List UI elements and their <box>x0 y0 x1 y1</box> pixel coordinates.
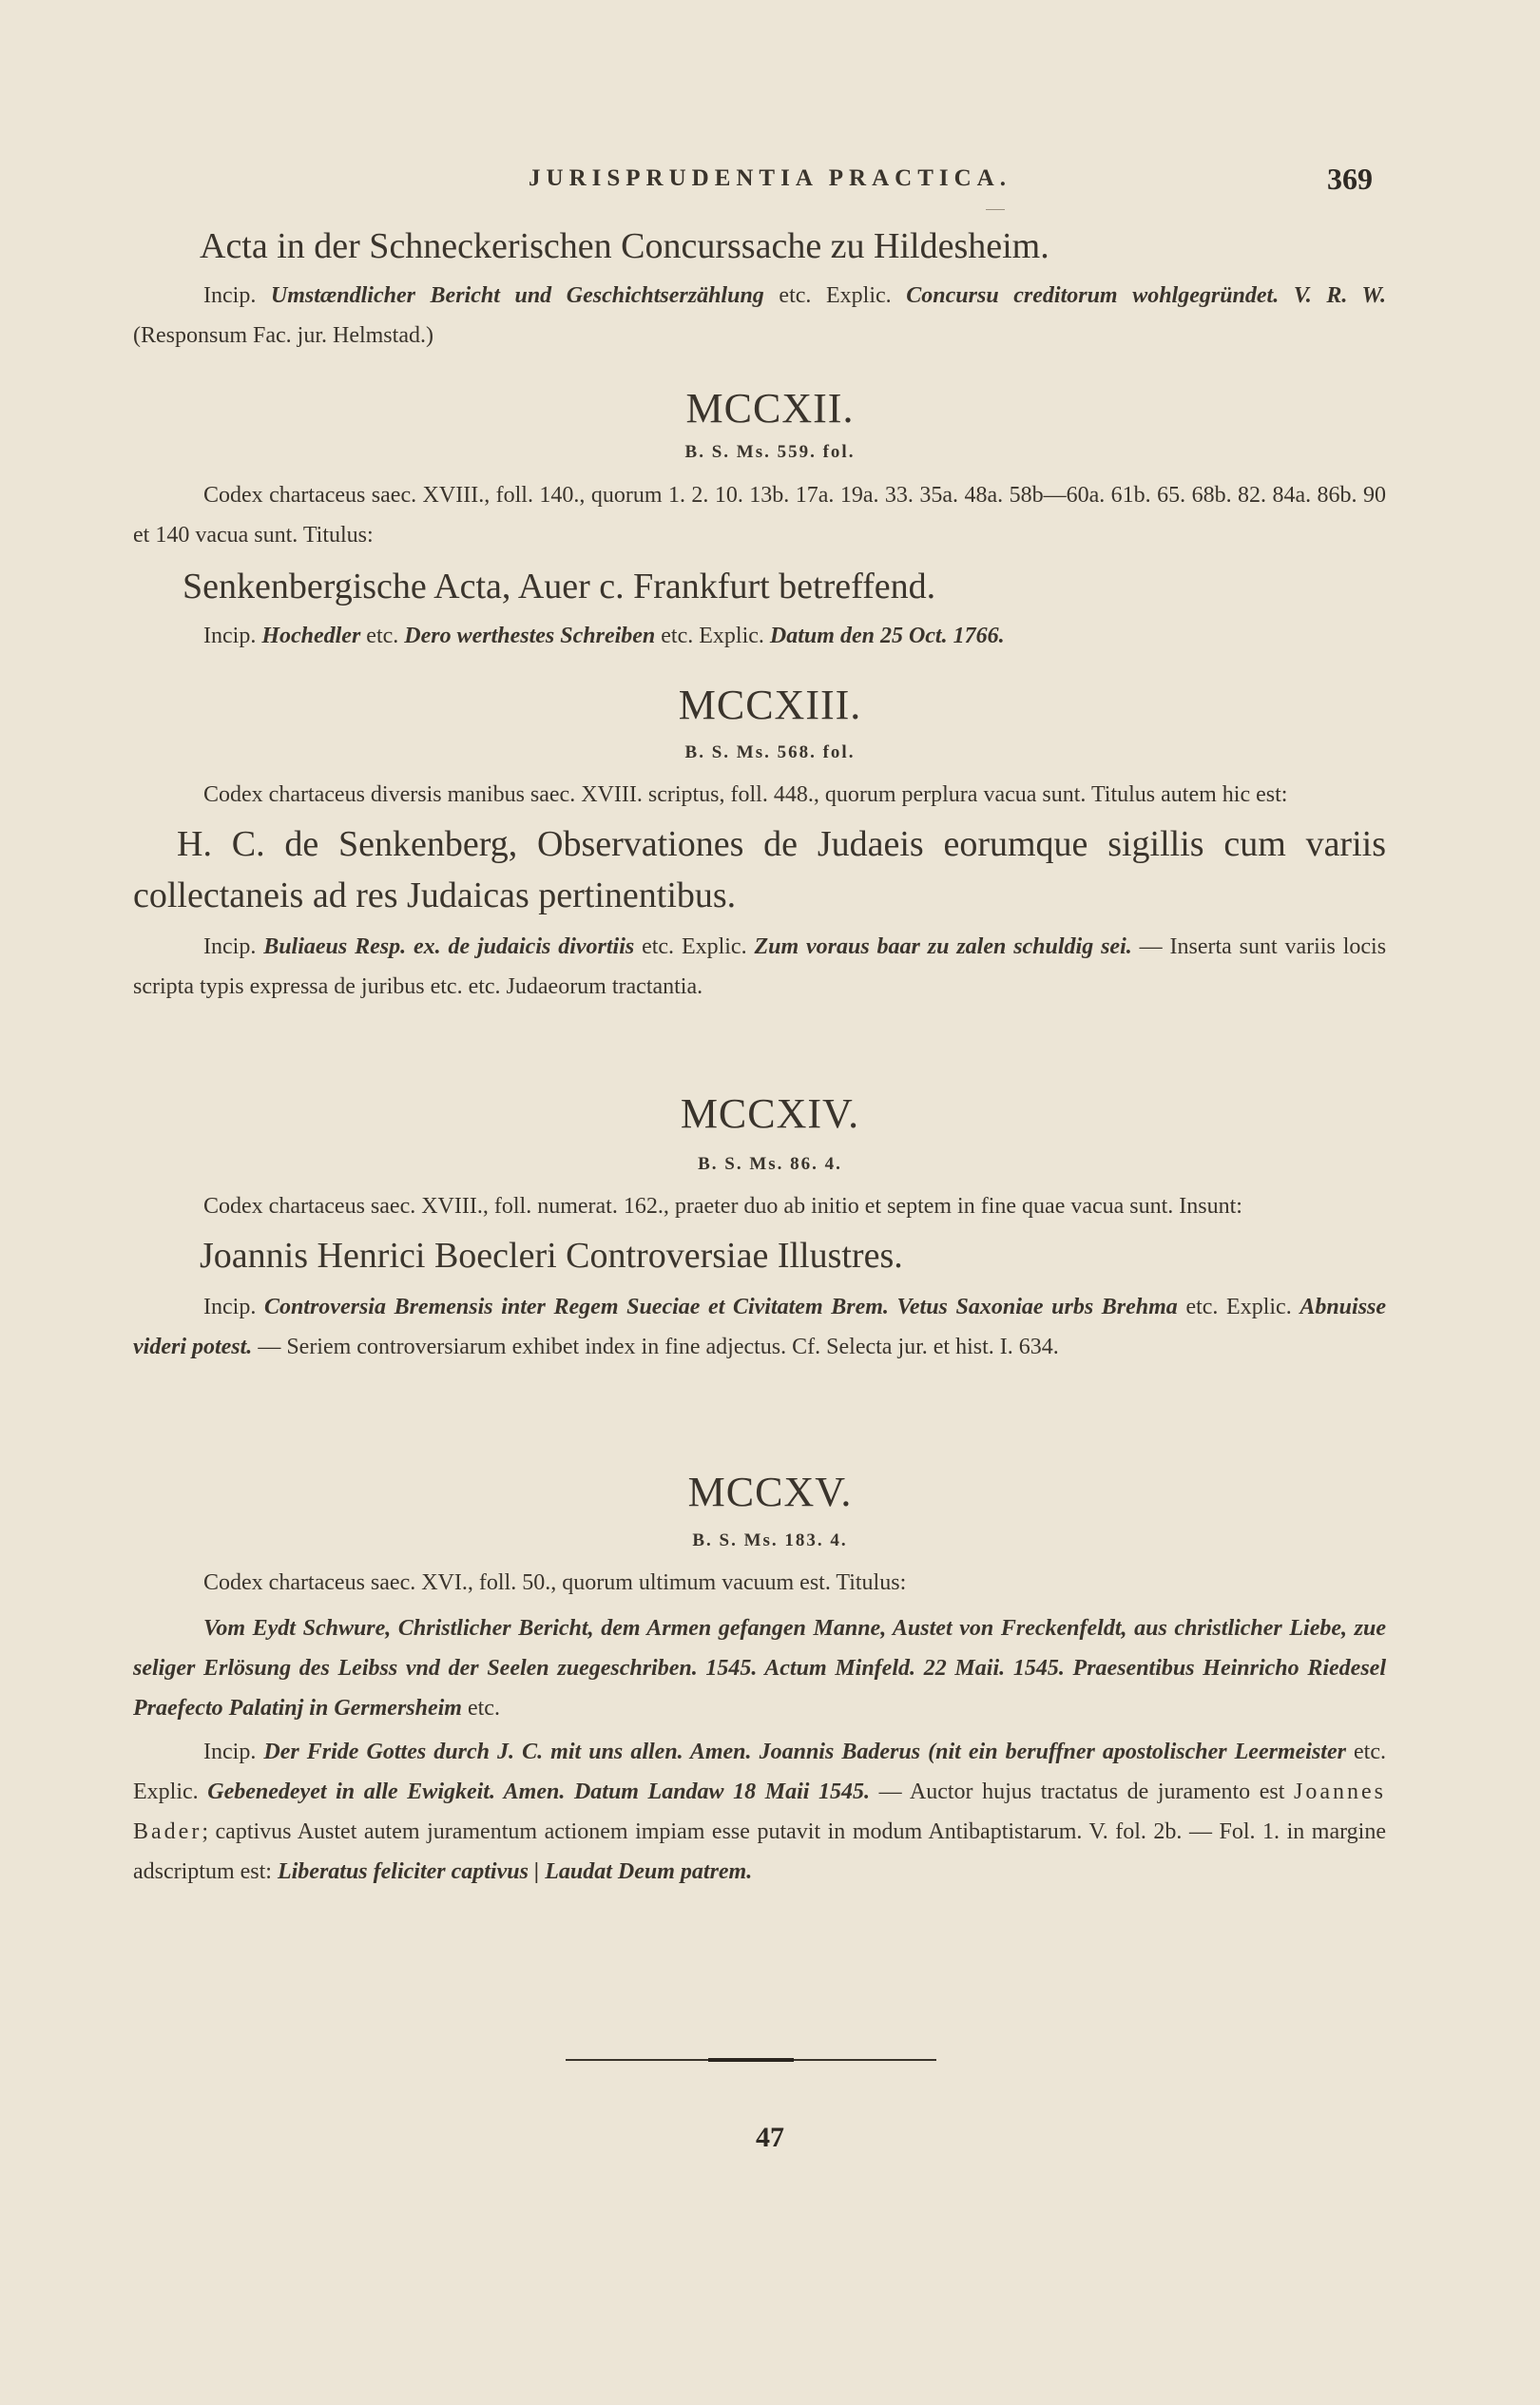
author-name: Joannes Bader <box>133 1780 1386 1844</box>
shelfmark: B. S. Ms. 183. 4. <box>692 1530 848 1550</box>
entry-description: Codex chartaceus diversis manibus saec. XVIII. scriptus, foll. 448., quorum perplura vacua sunt. Titulus autem hic est: <box>203 782 1288 807</box>
entry-1212 <box>133 475 1386 656</box>
entry-number: MCCXII. <box>685 385 855 432</box>
running-head <box>0 162 1540 200</box>
entry-number: MCCXIV. <box>680 1090 860 1137</box>
end-rule <box>566 2059 936 2061</box>
entry-number: MCCXIII. <box>678 682 862 728</box>
shelfmark: B. S. Ms. 568. fol. <box>684 742 856 762</box>
entry-title: Senkenbergische Acta, Auer c. Frankfurt betreffend. <box>183 567 936 606</box>
page-number: 369 <box>1327 162 1373 196</box>
entry-description: Codex chartaceus saec. XVI., foll. 50., quorum ultimum vacuum est. Titulus: <box>203 1570 907 1595</box>
incip-label: Incip. <box>203 283 257 308</box>
entry-prev <box>133 221 1386 356</box>
entry-title: Joannis Henrici Boecleri Controversiae Illustres. <box>200 1236 903 1276</box>
etc: etc. <box>779 283 812 308</box>
header-tick <box>986 209 1005 210</box>
entry-1214 <box>133 1186 1386 1367</box>
entry-title: H. C. de Senkenberg, Observationes de Judaeis eorumque sigillis cum variis collectaneis ad res Judaicas pertinentibus. <box>133 824 1386 915</box>
note: (Responsum Fac. jur. Helmstad.) <box>133 323 433 348</box>
entry-description: Codex chartaceus saec. XVIII., foll. numerat. 162., praeter duo ab initio et septem in fine quae vacua sunt. Insunt: <box>203 1194 1242 1219</box>
entry-description: Codex chartaceus saec. XVIII., foll. 140., quorum 1. 2. 10. 13b. 17a. 19a. 33. 35a. 48a. 58b—60a. 61b. 65. 68b. 82. 84a. 86b. 90 et 140 vacua sunt. Titulus: <box>133 483 1386 548</box>
entry-italic-title: Vom Eydt Schwure, Christlicher Bericht, dem Armen gefangen Manne, Austet von Freckenfeldt, aus christlicher Liebe, zue seliger Erlösung des Leibss vnd der Seelen zuegeschriben. 1545. Actum Minfeld. 22 Maii. 1545. Praesentibus Heinricho Riedesel Praefecto Palatinj in Germersheim etc. <box>133 1616 1386 1721</box>
entry-incipit: Incip. Hochedler etc. Dero werthestes Schreiben etc. Explic. Datum den 25 Oct. 1766. <box>203 624 1005 648</box>
entry-incipit: Incip. Buliaeus Resp. ex. de judaicis divortiis etc. Explic. Zum voraus baar zu zalen schuldig sei. — Inserta sunt variis locis scripta typis expressa de juribus etc. etc. Judaeorum tractantia. <box>133 934 1387 999</box>
entry-1215 <box>133 1563 1386 1892</box>
entry-1213 <box>133 775 1386 1007</box>
entry-prev-title: Acta in der Schneckerischen Concurssache zu Hildesheim. <box>200 226 1049 266</box>
running-title: JURISPRUDENTIA PRACTICA. <box>529 165 1011 191</box>
explic-text: Concursu creditorum wohlgegründet. V. R. W. <box>906 283 1387 308</box>
explic-label: Explic. <box>826 283 892 308</box>
entry-number: MCCXV. <box>687 1469 853 1515</box>
entry-incipit: Incip. Controversia Bremensis inter Regem Sueciae et Civitatem Brem. Vetus Saxoniae urbs Brehma etc. Explic. Abnuisse videri potest. — Seriem controversiarum exhibet index in fine adjectus. Cf. Selecta jur. et hist. I. 634. <box>133 1295 1387 1359</box>
signature-mark: 47 <box>756 2122 784 2153</box>
entry-prev-incipit <box>133 276 1386 356</box>
shelfmark: B. S. Ms. 86. 4. <box>698 1154 842 1174</box>
entry-incipit: Incip. Der Fride Gottes durch J. C. mit uns allen. Amen. Joannis Baderus (nit ein beruffner apostolischer Leermeister etc. Explic. Gebenedeyet in alle Ewigkeit. Amen. Datum Landaw 18 Maii 1545. — Auctor hujus tractatus de juramento est Joannes Bader; captivus Austet autem juramentum actionem impiam esse putavit in modum Antibaptistarum. V. fol. 2b. — Fol. 1. in margine adscriptum est: Liberatus feliciter captivus | Laudat Deum patrem. <box>133 1740 1387 1884</box>
incip-text: Umstændlicher Bericht und Geschichtserzählung <box>270 283 764 308</box>
shelfmark: B. S. Ms. 559. fol. <box>684 442 856 462</box>
